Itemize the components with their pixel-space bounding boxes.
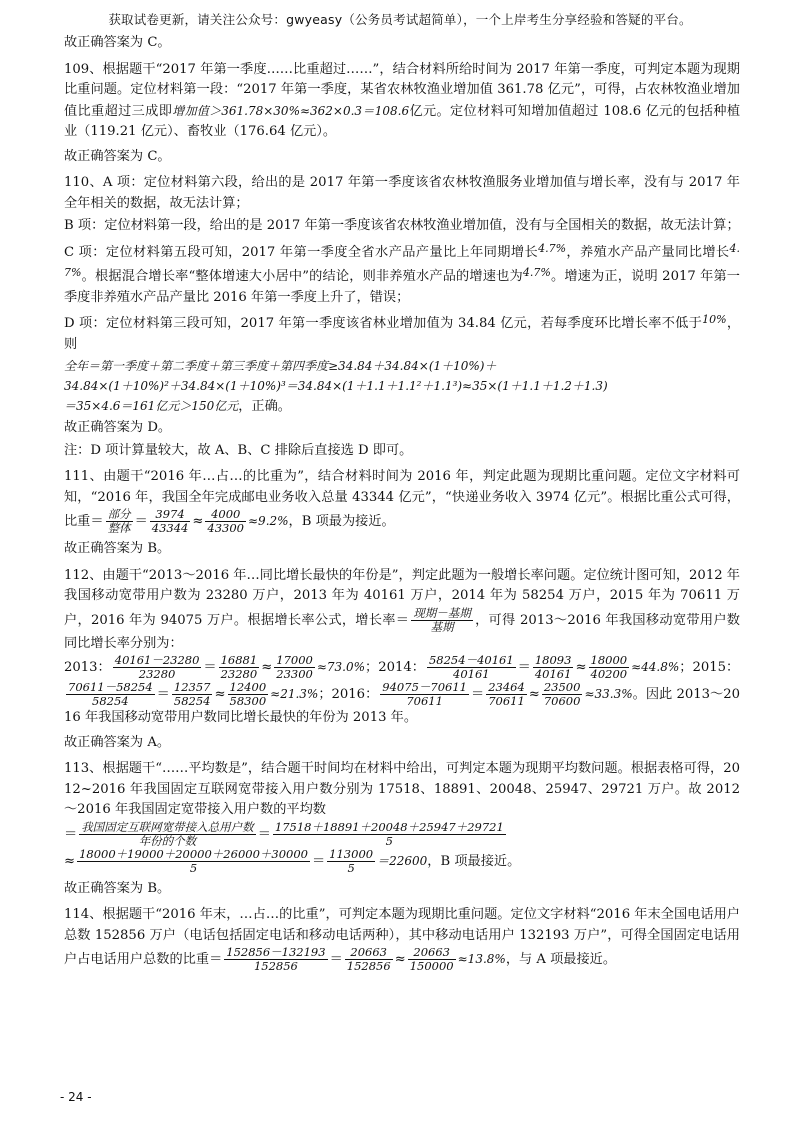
q111-explanation: 111、由题干“2016 年…占…的比重为”，结合材料时间为 2016 年，判定此题为现期比重问题。定位文字材料可知，“2016 年，我国全年完成邮电业务收入总量 43344 亿元”，“快递业务收入 3974 亿元”。根据比重公式可得，比重＝ $\frac{\text{部分}}{\text{整体}}$ ＝ $\frac{3974}{43344}$ ≈ $\frac{4000}{43300}$ ≈9.2%，B 项最为接近。	[64, 469, 740, 535]
q112-answer: 故正确答案为 A。	[64, 734, 171, 750]
q113-answer: 故正确答案为 B。	[64, 880, 171, 896]
q112-explanation: 112、由题干“2013～2016 年…同比增长最快的年份是”，判定此题为一般增长率问题。定位统计图可知，2012 年我国移动宽带用户数为 23280 万户，2013 年为 40161 万户，2014 年为 58254 万户，2015 年为 70611 万户，2016 年为 94075 万户。根据增长率公式，增长率＝ $\frac{\text{现期－基期}}{\text{基期}}$ ，可得 2013～2016 年我国移动宽带用户数同比增长率分别为： 2013： $\frac{40161-23280}{23280}$ ＝ $\frac{16881}{23280}$ ≈ $\frac{17000}{23300}$ ≈73.0%；2014： $\frac{58254-40161}{40161}$ ＝ $\frac{18093}{40161}$ ≈ $\frac{18000}{40200}$ ≈44.8%；2015： $\frac{70611-58254}{58254}$ ＝ $\frac{12357}{58254}$ ≈ $\frac{12400}{58300}$ ≈21.3%；2016： $\frac{94075-70611}{70611}$ ＝ $\frac{23464}{70611}$ ≈ $\frac{23500}{70600}$ ≈33.3%。因此 2013～2016 年我国移动宽带用户数同比增长最快的年份为 2013 年。	[64, 567, 741, 725]
q109-math: 增加值＞361.78×30%≈362×0.3＝108.6	[172, 103, 410, 118]
q110-option-b: B 项：定位材料第一段，给出的是 2017 年第一季度该省农林牧渔业增加值，没有与全国相关的数据，故无法计算；	[64, 218, 740, 233]
q109-explanation: 109、根据题干“2017 年第一季度……比重超过……”，结合材料所给时间为 2017 年第一季度，可判定本题为现期比重问题。定位材料第一段：“2017 年第一季度，某省农林牧渔业增加值 361.78 亿元”，可得，占农林牧渔业增加值比重超过三成即增加值＞361.78×30%≈362×0.3＝108.6亿元。定位材料可知增加值超过 108.6 亿元的包括种植业（119.21 亿元）、畜牧业（176.64 亿元）。	[64, 61, 741, 139]
q113-explanation: 113、根据题干“……平均数是”，结合题干时间均在材料中给出，可判定本题为现期平均数问题。根据表格可得，2012~2016 年我国固定互联网宽带接入用户数分别为 17518、18891、20048、25947、29721 万户。故 2012～2016 年我国固定宽带接入用户数的平均数 ＝ $\frac{\text{我国固定互联网宽带接入总用户数}}{\text{年份的个数}}$ ＝ $\frac{17518+18891+20048+25947+29721}{5}$ ≈ $\frac{18000+19000+20000+26000+30000}{5}$ ＝ $\frac{113000}{5}$ ＝22600，B 项最接近。	[64, 761, 740, 875]
q110-option-d: D 项：定位材料第三段可知，2017 年第一季度该省林业增加值为 34.84 亿元，若每季度环比增长率不低于$^{10\%}$，则	[64, 313, 741, 352]
page-number: - 24 -	[60, 1090, 92, 1104]
document-body	[64, 33, 740, 977]
page-header: 获取试卷更新，请关注公众号：gwyeasy（公务员考试超简单），一个上岸考生分享经验和答疑的平台。	[108, 12, 692, 27]
fraction: $\frac{4000}{43300}$	[207, 507, 244, 535]
q110-formula-line-1: 全年＝第一季度＋第二季度＋第三季度＋第四季度≥34.84＋34.84×(1＋10%)＋	[64, 359, 497, 373]
fraction: $\frac{\text{现期－基期}}{\text{基期}}$	[413, 605, 471, 634]
fraction: $\frac{\text{部分}}{\text{整体}}$	[107, 507, 131, 535]
q110-note: 注：D 项计算量较大，故 A、B、C 排除后直接选 D 即可。	[64, 442, 413, 458]
q110-formula-line-3: ＝35×4.6＝161亿元＞150亿元，正确。	[64, 399, 291, 414]
q110-option-a: 110、A 项：定位材料第六段，给出的是 2017 年第一季度该省农林牧渔服务业增加值与增长率，没有与 2017 年全年相关的数据，故无法计算；	[64, 175, 740, 211]
q110-option-c: C 项：定位材料第五段可知，2017 年第一季度全省水产品产量比上年同期增长$^{4.7\%}$，养殖水产品产量同比增长$^{4.7\%}$。根据混合增长率“整体增速大小居中”的结论，则非养殖水产品的增速也为$^{4.7\%}$。增速为正，说明 2017 年第一季度非养殖水产品产量比 2016 年第一季度上升了，错误；	[64, 241, 740, 305]
q110-answer: 故正确答案为 D。	[64, 420, 172, 435]
q108-answer: 故正确答案为 C。	[64, 35, 171, 50]
q110-formula-line-2: 34.84×(1＋10%)²＋34.84×(1＋10%)³＝34.84×(1＋1.1＋1.1²＋1.1³)≈35×(1＋1.1＋1.2＋1.3)	[64, 379, 608, 393]
q111-answer: 故正确答案为 B。	[64, 541, 171, 556]
q114-explanation: 114、根据题干“2016 年末，…占…的比重”，可判定本题为现期比重问题。定位文字材料“2016 年末全国电话用户总数 152856 万户（电话包括固定电话和移动电话两种），其中移动电话用户 132193 万户”，可得全国固定电话用户占电话用户总数的比重＝ $\frac{152856-132193}{152856}$ ＝ $\frac{20663}{152856}$ ≈ $\frac{20663}{150000}$ ≈13.8%，与 A 项最接近。	[64, 907, 740, 973]
fraction: $\frac{3974}{43344}$	[151, 507, 189, 535]
q109-answer: 故正确答案为 C。	[64, 148, 171, 164]
